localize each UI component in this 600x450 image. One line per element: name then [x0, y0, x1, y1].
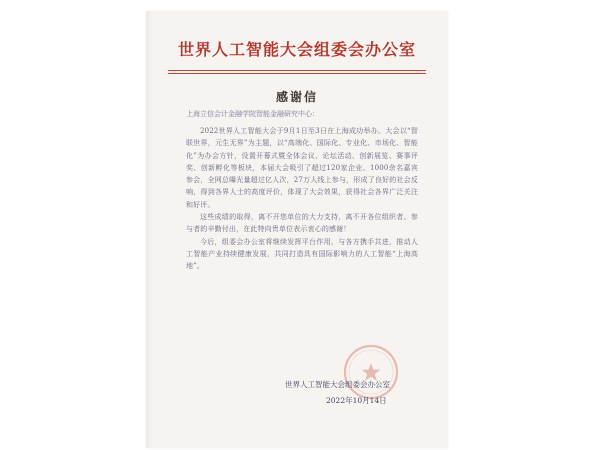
letterhead-rule-bottom — [168, 73, 426, 74]
paper-edge-shadow — [146, 11, 152, 448]
letter-paper — [146, 11, 448, 448]
letter-body — [186, 125, 418, 273]
letter-title: 感谢信 — [275, 90, 318, 104]
letter-signature: 世界人工智能大会组委会办公室 — [285, 380, 390, 389]
letterhead-rule-top — [168, 70, 426, 71]
body-paragraph: 2022世界人工智能大会于9月1日至3日在上海成功举办。大会以“智联世界，元生无界”为主题，以“高端化、国际化、专业化、市场化、智能化”为办会方针，设置开幕式暨全体会议、论坛活动、创新展览、赛事评奖、创新孵化等板块，本届大会吸引了超过120家企业、1000余名嘉宾参会，全网总曝光量超过亿人次，27万人线上参与，形成了良好的社会反响，得到各界人士的高度评价，体现了大会效果，获得社会各界广泛关注和好评。 — [186, 127, 418, 209]
letter-recipient: 上海立信会计金融学院智能金融研究中心： — [186, 110, 319, 118]
body-paragraph: 这些成绩的取得，离不开您单位的大力支持，离不开各位组织者、参与者的辛勤付出，在此特向贵单位表示衷心的感谢！ — [186, 213, 418, 234]
letterhead-title: 世界人工智能大会组委会办公室 — [177, 40, 416, 59]
body-paragraph: 今后，组委会办公室将继续发挥平台作用，与各方携手共进，推动人工智能产业持续健康发展，共同打造具有国际影响力的人工智能“上海高地”。 — [186, 237, 418, 271]
letter-date: 2022年10月14日 — [326, 396, 387, 405]
official-seal-icon — [342, 343, 400, 401]
